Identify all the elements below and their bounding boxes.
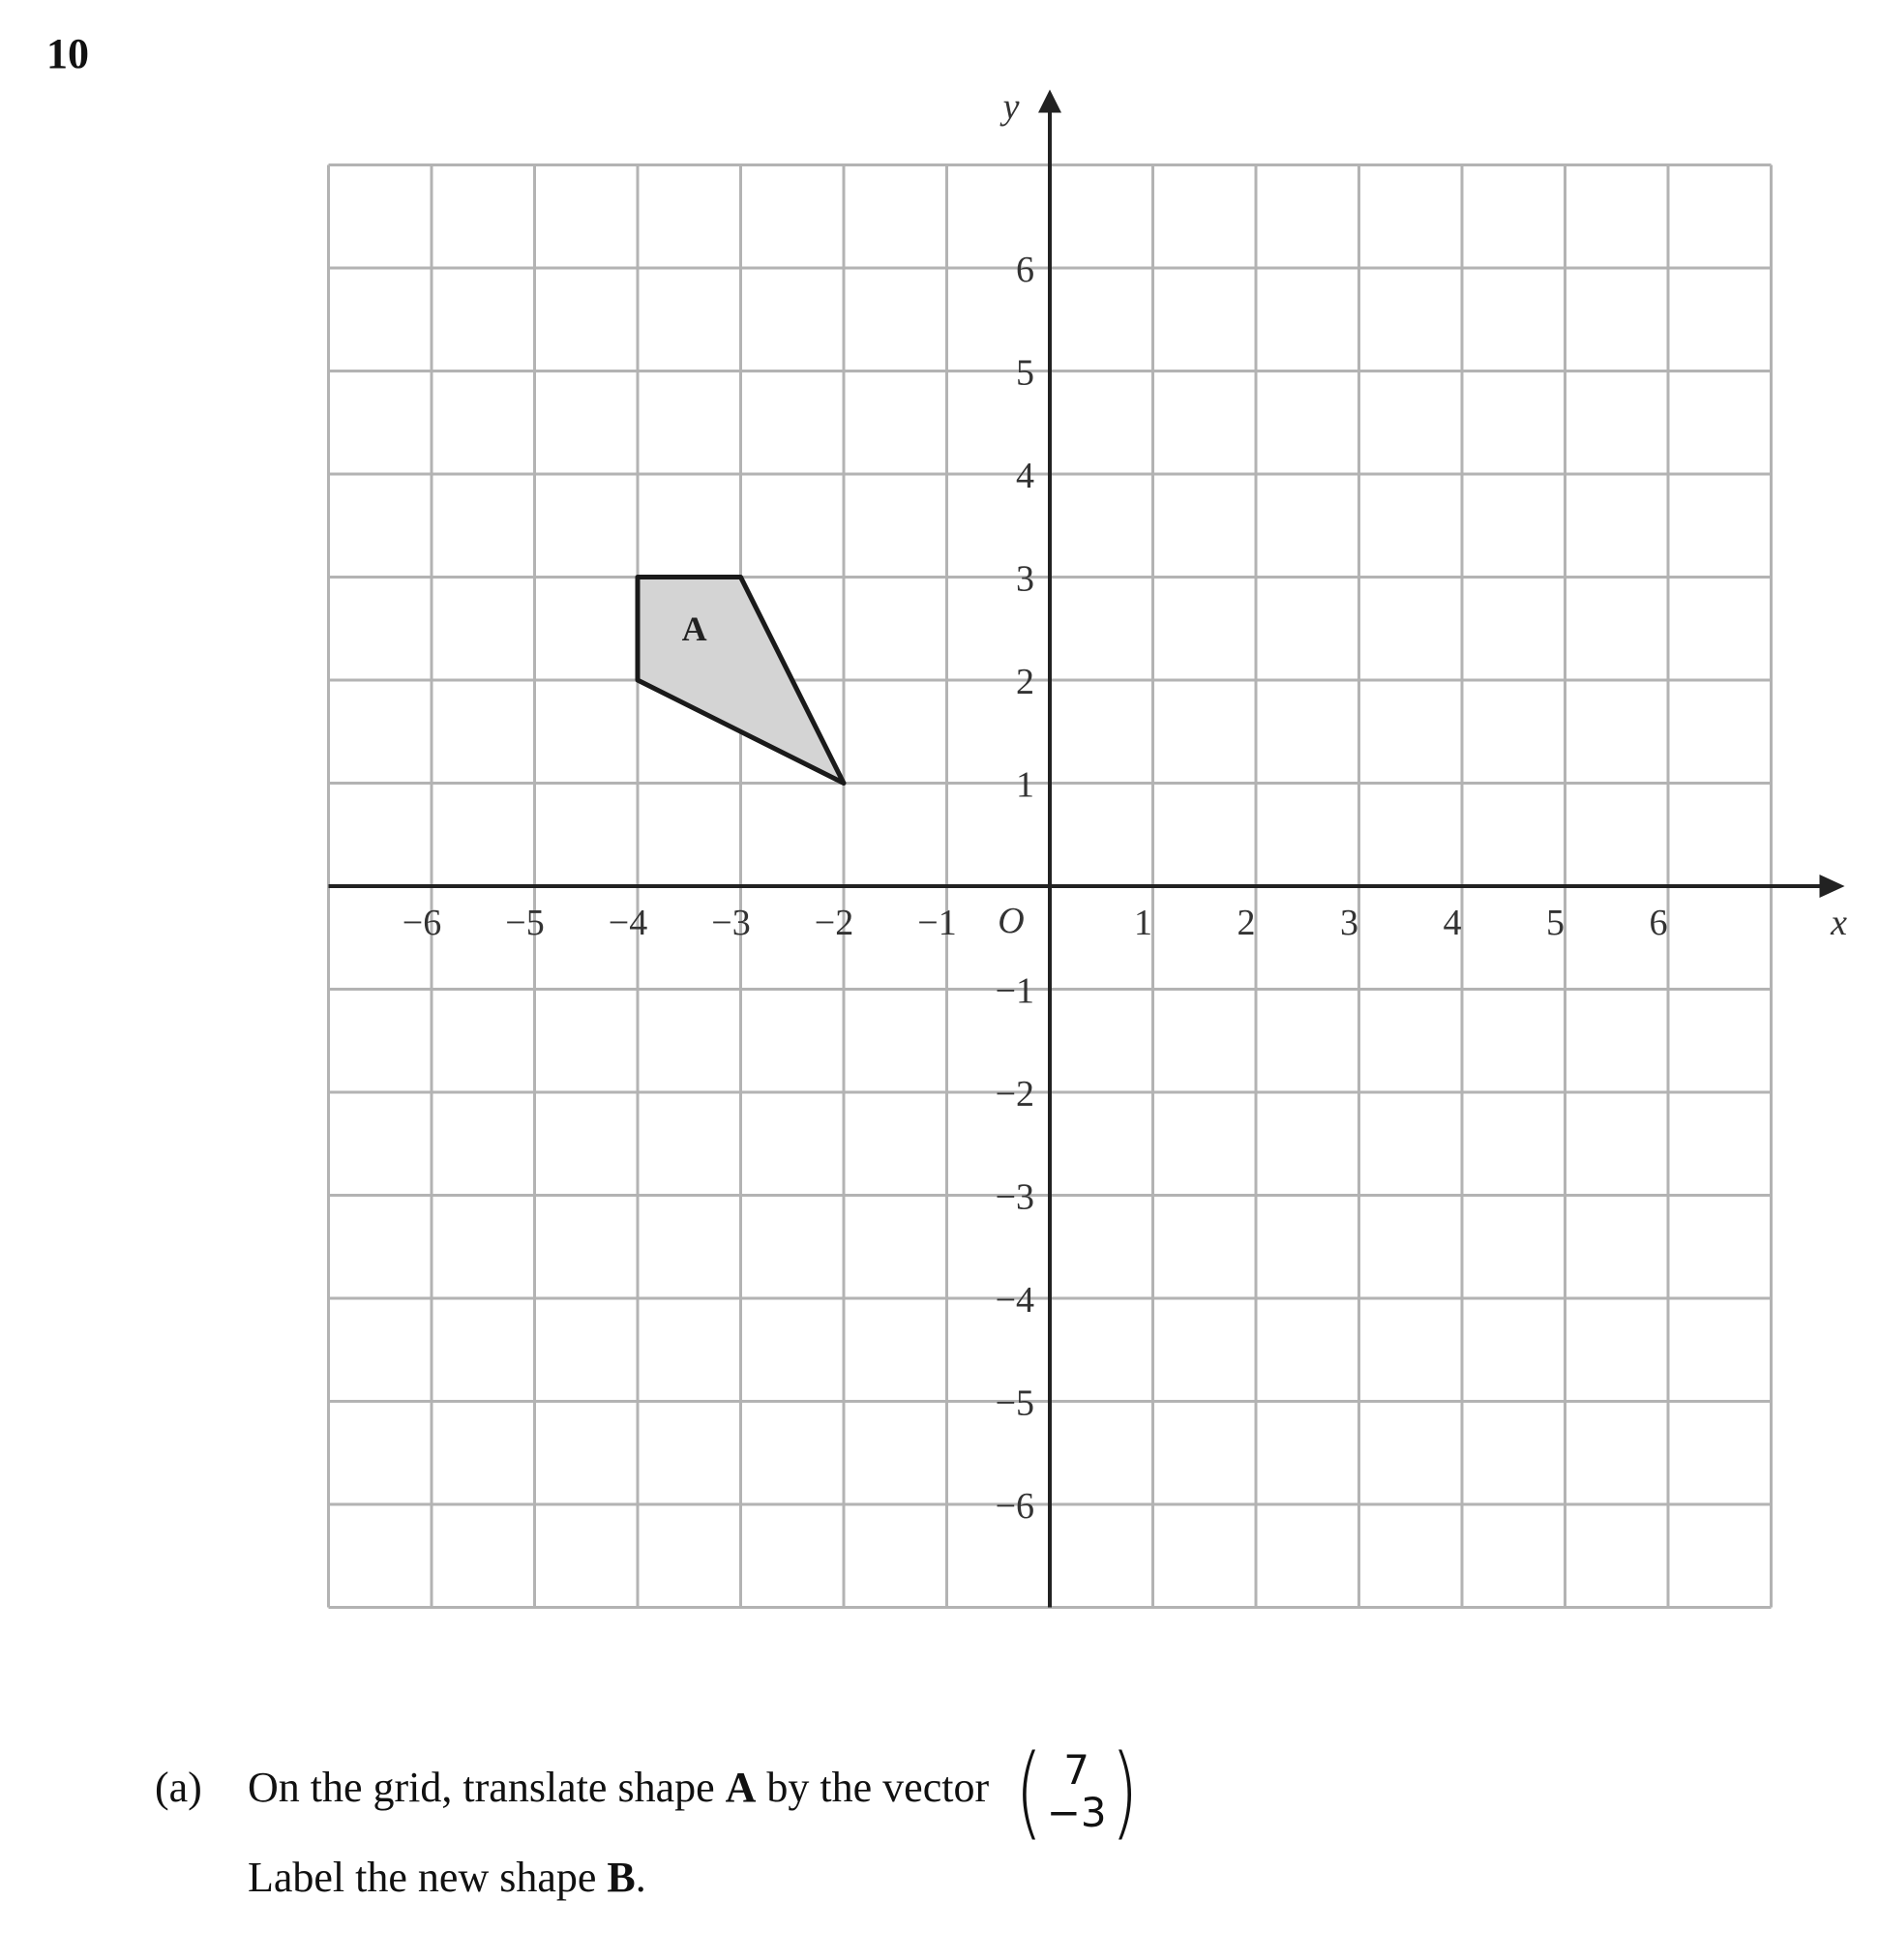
instruction-post: by the vector [756, 1764, 990, 1812]
vector-column [1046, 1746, 1107, 1836]
label-instruction: Label the new shape [248, 1854, 608, 1901]
x-tick-label: 5 [1546, 903, 1565, 943]
x-tick-label: −5 [505, 903, 545, 943]
translation-vector [1009, 1733, 1144, 1851]
y-tick-label: −1 [995, 970, 1034, 1012]
shape-name: A [725, 1764, 757, 1812]
vector-bottom: −3 [1046, 1789, 1107, 1836]
x-tick-label: −2 [814, 903, 854, 943]
x-tick-label: 6 [1649, 903, 1668, 943]
vector-top: 7 [1063, 1746, 1090, 1794]
question-number: 10 [46, 30, 89, 77]
y-tick-label: 5 [1016, 352, 1034, 394]
vector-left-paren: ( [1015, 1733, 1043, 1851]
question-line-2 [155, 1842, 1144, 1914]
y-axis-arrow [1038, 90, 1061, 113]
x-tick-label: 4 [1443, 903, 1462, 943]
y-tick-label: 6 [1016, 250, 1034, 290]
y-tick-label: 2 [1016, 662, 1034, 702]
part-label: (a) [155, 1764, 202, 1812]
x-tick-label: −3 [711, 903, 751, 943]
shape-label: A [681, 609, 707, 648]
origin-label: O [998, 901, 1025, 941]
x-tick-label: −6 [402, 903, 442, 943]
y-axis-label: y [1002, 86, 1020, 128]
x-tick-label: −1 [917, 903, 957, 943]
y-tick-label: 3 [1016, 558, 1034, 600]
y-tick-label: −3 [995, 1176, 1034, 1218]
x-axis-label: x [1831, 903, 1847, 943]
y-tick-label: −5 [995, 1382, 1034, 1424]
y-tick-label: −2 [995, 1074, 1034, 1114]
x-tick-label: 1 [1134, 903, 1152, 943]
label-instruction-end: . [635, 1854, 646, 1901]
x-tick-label: −4 [608, 903, 648, 943]
y-tick-label: 4 [1016, 456, 1034, 496]
y-tick-label: −6 [995, 1486, 1034, 1527]
x-tick-label: 3 [1340, 903, 1358, 943]
new-shape-name: B [607, 1854, 636, 1901]
x-axis-arrow [1820, 875, 1845, 898]
question-text [155, 1733, 1144, 1914]
y-tick-label: 1 [1016, 764, 1034, 806]
instruction-pre: On the grid, translate shape [248, 1764, 726, 1812]
vector-right-paren: ) [1110, 1733, 1139, 1851]
question-line-1 [155, 1733, 1144, 1851]
x-tick-label: 2 [1237, 903, 1256, 943]
y-tick-label: −4 [995, 1280, 1034, 1321]
